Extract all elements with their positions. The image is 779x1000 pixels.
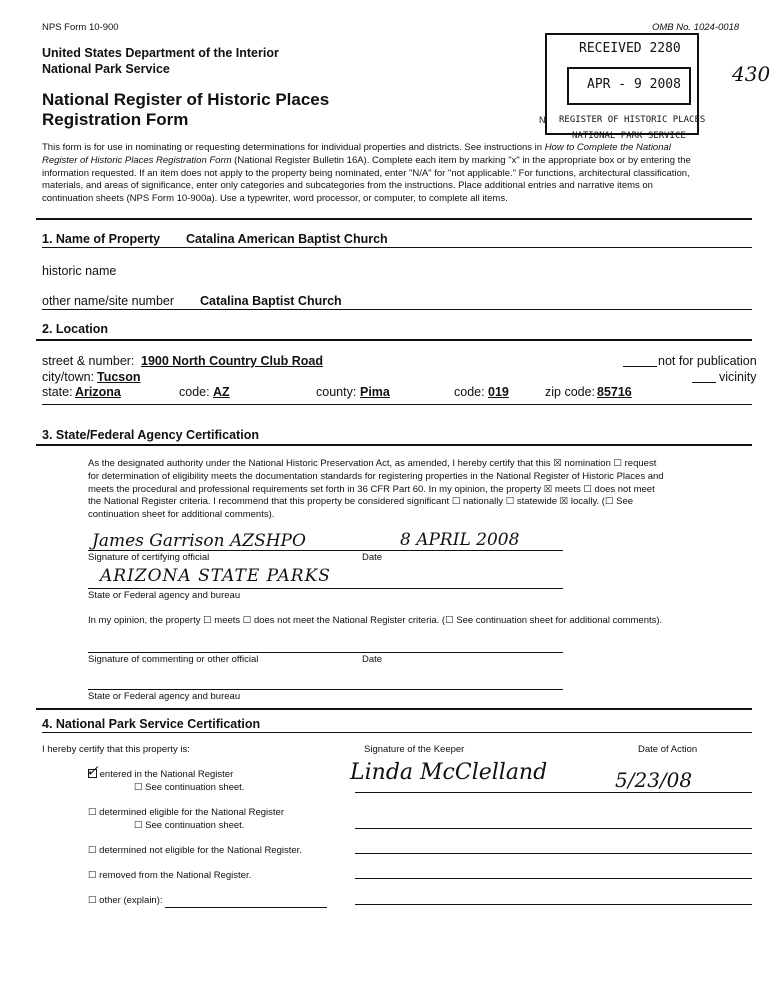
certifying-date-label: Date [362, 552, 383, 563]
certifying-signature: James Garrison AZSHPO [92, 531, 306, 551]
agency-line [88, 689, 563, 690]
keeper-line [355, 878, 752, 879]
cert-line4: the National Register criteria. I recommend that this property be considered significant ☐ nationally ☐ statewide ☒ locally. (☐ See [88, 496, 634, 508]
city-value: Tucson [97, 370, 141, 384]
divider [36, 708, 752, 710]
option-eligible[interactable]: ☐ determined eligible for the National Register [88, 807, 284, 818]
stamp-date: APR - 9 2008 [587, 77, 681, 92]
form-title: National Register of Historic Places [42, 90, 330, 109]
stamp-line1: REGISTER OF HISTORIC PLACES [559, 115, 706, 125]
keeper-line [355, 904, 752, 905]
opinion-text: In my opinion, the property ☐ meets ☐ does not meet the National Register criteria. (☐ See continuation sheet for additional comments). [88, 615, 663, 626]
keeper-label: Signature of the Keeper [364, 744, 465, 755]
section2-heading: 2. Location [42, 322, 108, 336]
see-continuation-1[interactable]: ☐ See continuation sheet. [134, 782, 245, 793]
section4-heading: 4. National Park Service Certification [42, 717, 261, 731]
certify-label: I hereby certify that this property is: [42, 744, 190, 755]
cert-line3: meets the procedural and professional requirements set forth in 36 CFR Part 60. In my opinion, the property ☒ meets ☐ does not meet [88, 483, 655, 495]
other-explain-line[interactable] [165, 907, 327, 908]
instructions-line5: continuation sheets (NPS Form 10-900a). Use a typewriter, word processor, or computer, to complete all items. [42, 193, 508, 205]
state-value: Arizona [75, 385, 121, 399]
certification-text [88, 458, 664, 522]
cert-line2: for determination of eligibility meets the documentation standards for registering properties in the National Register of Historic Places and [88, 470, 664, 482]
other-name-label: other name/site number [42, 294, 175, 308]
instructions-link: How to Complete the National [544, 142, 671, 153]
option-not-eligible[interactable]: ☐ determined not eligible for the National Register. [88, 845, 302, 856]
agency-handwritten: ARIZONA STATE PARKS [100, 566, 331, 586]
divider [42, 309, 752, 310]
county-label: county: [316, 385, 357, 399]
handwritten-number: 430 [732, 62, 771, 86]
action-date-handwritten: 5/23/08 [615, 768, 693, 792]
option-entered-label: entered in the National Register [99, 769, 234, 780]
keeper-line [355, 853, 752, 854]
cert-line5: continuation sheet for additional comments). [88, 509, 275, 521]
divider [42, 404, 752, 405]
action-date-label: Date of Action [638, 744, 698, 755]
signature-line [88, 550, 563, 551]
agency2-label: State or Federal agency and bureau [88, 691, 241, 702]
street-label: street & number: [42, 354, 135, 368]
historic-name-label: historic name [42, 264, 117, 278]
service-name: National Park Service [42, 62, 170, 76]
instructions [42, 142, 691, 206]
department-name: United States Department of the Interior [42, 46, 279, 60]
keeper-line [355, 828, 752, 829]
not-for-publication: not for publication [658, 354, 757, 368]
zip-value: 85716 [597, 385, 632, 399]
divider [42, 247, 752, 248]
divider [36, 339, 752, 341]
county-code-label: code: [454, 385, 485, 399]
option-other[interactable]: ☐ other (explain): [88, 895, 163, 906]
stamp-received: RECEIVED 2280 [579, 41, 681, 56]
instructions-title: Register of Historic Places Registration Form [42, 154, 232, 166]
omb-number: OMB No. 1024-0018 [652, 22, 740, 33]
option-entered[interactable] [86, 762, 234, 780]
city-label: city/town: [42, 370, 95, 384]
vicinity: vicinity [719, 370, 757, 384]
instructions-line2: (National Register Bulletin 16A). Complete each item by marking "x" in the appropriate box or by entering the [231, 154, 691, 166]
other-name-value: Catalina Baptist Church [200, 294, 342, 308]
section1-heading: 1. Name of Property [42, 232, 161, 246]
signature-line [88, 652, 563, 653]
commenting-date-label: Date [362, 654, 383, 665]
blank-line [692, 382, 716, 383]
divider [42, 732, 752, 733]
form-subtitle: Registration Form [42, 110, 189, 129]
blank-line [623, 366, 657, 367]
instructions-line3: information requested. If an item does not apply to the property being nominated, enter "N/A" for "not applicable." For functions, architectural classification, [42, 167, 690, 179]
agency-label: State or Federal agency and bureau [88, 590, 241, 601]
agency-line [88, 588, 563, 589]
state-label: state: [42, 385, 73, 399]
code-value: AZ [213, 385, 230, 399]
see-continuation-2[interactable]: ☐ See continuation sheet. [134, 820, 245, 831]
checkmark-icon: ✓ [86, 762, 99, 780]
county-value: Pima [360, 385, 390, 399]
county-code-value: 019 [488, 385, 509, 399]
code-label: code: [179, 385, 210, 399]
received-stamp [539, 33, 706, 135]
divider [36, 444, 752, 446]
divider [36, 218, 752, 220]
instructions-line1: This form is for use in nominating or requesting determinations for individual properties and districts. See instructions in [42, 142, 545, 153]
stamp-date-box [567, 67, 691, 105]
certifying-signature-label: Signature of certifying official [88, 552, 210, 563]
stamp-line2: NATIONAL PARK SERVICE [572, 131, 686, 141]
cert-line1: As the designated authority under the National Historic Preservation Act, as amended, I hereby certify that this ☒ nomination ☐ request [88, 458, 657, 469]
option-removed[interactable]: ☐ removed from the National Register. [88, 870, 252, 881]
section3-heading: 3. State/Federal Agency Certification [42, 428, 259, 442]
street-value: 1900 North Country Club Road [141, 354, 323, 368]
form-number: NPS Form 10-900 [42, 22, 119, 33]
certifying-date: 8 APRIL 2008 [400, 530, 520, 550]
property-name: Catalina American Baptist Church [186, 232, 388, 246]
instructions-line4: materials, and areas of significance, enter only categories and subcategories from the instructions. Place additional entries and narrative items on [42, 180, 653, 192]
stamp-prefix: N [539, 115, 546, 125]
keeper-line [355, 792, 752, 793]
zip-label: zip code: [545, 385, 596, 399]
keeper-signature: Linda McClelland [350, 760, 548, 785]
commenting-signature-label: Signature of commenting or other official [88, 654, 259, 665]
